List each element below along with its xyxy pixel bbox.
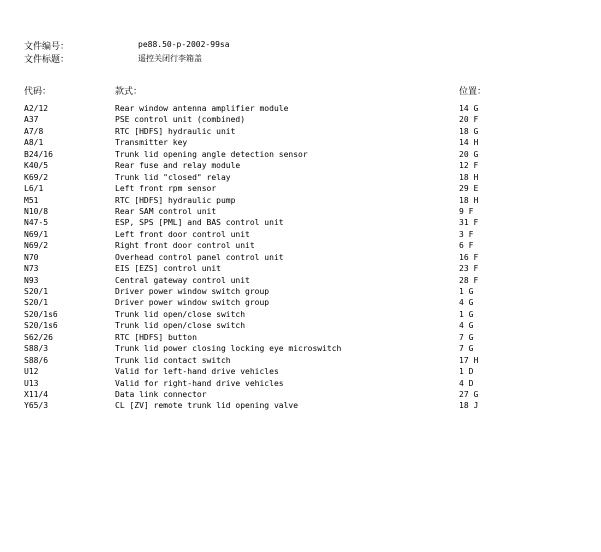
component-location: 6 F [459, 241, 474, 251]
table-row [0, 206, 601, 217]
component-code: N93 [24, 275, 39, 285]
component-code: S20/1s6 [24, 321, 58, 331]
table-row [0, 172, 601, 183]
component-location: 4 G [459, 298, 474, 308]
component-code: A8/1 [24, 138, 44, 148]
doc-title-label: 文件标题： [24, 55, 70, 65]
component-location: 20 F [459, 115, 479, 125]
component-location: 14 G [459, 104, 479, 113]
component-location: 4 G [459, 321, 474, 331]
table-row [0, 263, 601, 274]
table-row [0, 286, 601, 297]
table-row [0, 332, 601, 343]
table-row [0, 309, 601, 320]
component-location: 1 G [459, 309, 474, 319]
component-code: X11/4 [24, 389, 49, 399]
component-description: RTC [HDFS] hydraulic unit [115, 126, 236, 136]
component-code: S20/1 [24, 287, 49, 296]
component-code: N47-5 [24, 218, 49, 228]
table-row [0, 126, 601, 137]
component-description: Driver power window switch group [115, 287, 270, 296]
table-row [0, 229, 601, 240]
component-location: 20 G [459, 149, 479, 159]
table-row [0, 320, 601, 331]
component-description: Left front rpm sensor [115, 184, 217, 194]
component-location: 18 G [459, 126, 479, 136]
component-code: S20/1 [24, 298, 49, 308]
table-row [0, 240, 601, 251]
column-header-description: 款式： [115, 87, 143, 97]
component-description: Valid for left-hand drive vehicles [115, 367, 279, 377]
component-code: B24/16 [24, 149, 53, 159]
table-row [0, 195, 601, 206]
table-row [0, 160, 601, 171]
component-description: Driver power window switch group [115, 298, 270, 308]
table-row [0, 252, 601, 263]
component-code: N69/2 [24, 241, 49, 251]
table-row [0, 343, 601, 354]
doc-number-label: 文件编号： [24, 42, 70, 52]
component-description: Rear SAM control unit [115, 206, 217, 216]
component-description: EIS [EZS] control unit [115, 264, 221, 274]
doc-number-value: pe88.50-p-2002-99sa [138, 40, 230, 49]
component-location: 18 H [459, 172, 479, 182]
component-code: K40/5 [24, 161, 49, 171]
table-row [0, 149, 601, 160]
component-location: 16 F [459, 252, 479, 262]
table-row [0, 400, 601, 411]
component-table [0, 103, 601, 412]
component-description: RTC [HDFS] button [115, 332, 197, 342]
component-code: U13 [24, 378, 39, 388]
component-location: 1 D [459, 367, 474, 377]
component-code: A2/12 [24, 104, 49, 113]
component-location: 4 D [459, 378, 474, 388]
table-row [0, 355, 601, 366]
component-description: Trunk lid opening angle detection sensor [115, 149, 308, 159]
component-location: 7 G [459, 344, 474, 354]
table-row [0, 217, 601, 228]
component-description: CL [ZV] remote trunk lid opening valve [115, 401, 299, 411]
component-location: 23 F [459, 264, 479, 274]
table-row [0, 378, 601, 389]
component-location: 28 F [459, 275, 479, 285]
component-description: Left front door control unit [115, 229, 250, 239]
component-code: S62/26 [24, 332, 53, 342]
component-code: S88/6 [24, 355, 49, 365]
component-location: 3 F [459, 229, 474, 239]
component-location: 12 F [459, 161, 479, 171]
table-row [0, 366, 601, 377]
component-location: 14 H [459, 138, 479, 148]
component-location: 31 F [459, 218, 479, 228]
component-description: Data link connector [115, 389, 207, 399]
table-row [0, 137, 601, 148]
component-location: 27 G [459, 389, 479, 399]
table-row [0, 275, 601, 286]
component-location: 29 E [459, 184, 479, 194]
component-description: Rear window antenna amplifier module [115, 104, 289, 113]
component-description: PSE control unit (combined) [115, 115, 246, 125]
column-header-location: 位置： [459, 87, 487, 97]
component-code: N70 [24, 252, 39, 262]
component-location: 17 H [459, 355, 479, 365]
component-code: S88/3 [24, 344, 49, 354]
column-header-code: 代码： [24, 87, 52, 97]
component-location: 7 G [459, 332, 474, 342]
component-code: A37 [24, 115, 39, 125]
component-code: Y65/3 [24, 401, 49, 411]
table-row [0, 297, 601, 308]
component-description: Overhead control panel control unit [115, 252, 284, 262]
component-description: Trunk lid open/close switch [115, 321, 246, 331]
component-description: Trunk lid power closing locking eye microswitch [115, 344, 342, 354]
component-description: Trunk lid "closed" relay [115, 172, 231, 182]
component-code: A7/8 [24, 126, 44, 136]
component-location: 18 J [459, 401, 479, 411]
component-code: M51 [24, 195, 39, 205]
component-description: Transmitter key [115, 138, 188, 148]
component-code: N10/8 [24, 206, 49, 216]
component-description: Central gateway control unit [115, 275, 250, 285]
component-location: 1 G [459, 287, 474, 296]
doc-title-value: 遥控关闭行李箱盖 [138, 54, 202, 63]
component-location: 18 H [459, 195, 479, 205]
table-row [0, 183, 601, 194]
table-row [0, 114, 601, 125]
component-code: S20/1s6 [24, 309, 58, 319]
component-code: N73 [24, 264, 39, 274]
table-row [0, 103, 601, 114]
component-description: RTC [HDFS] hydraulic pump [115, 195, 236, 205]
component-location: 9 F [459, 206, 474, 216]
component-description: Valid for right-hand drive vehicles [115, 378, 284, 388]
component-description: Rear fuse and relay module [115, 161, 241, 171]
component-description: Right front door control unit [115, 241, 255, 251]
component-code: U12 [24, 367, 39, 377]
component-code: L6/1 [24, 184, 44, 194]
table-row [0, 389, 601, 400]
component-description: Trunk lid contact switch [115, 355, 231, 365]
component-description: Trunk lid open/close switch [115, 309, 246, 319]
component-code: N69/1 [24, 229, 49, 239]
component-description: ESP, SPS [PML] and BAS control unit [115, 218, 284, 228]
component-code: K69/2 [24, 172, 49, 182]
